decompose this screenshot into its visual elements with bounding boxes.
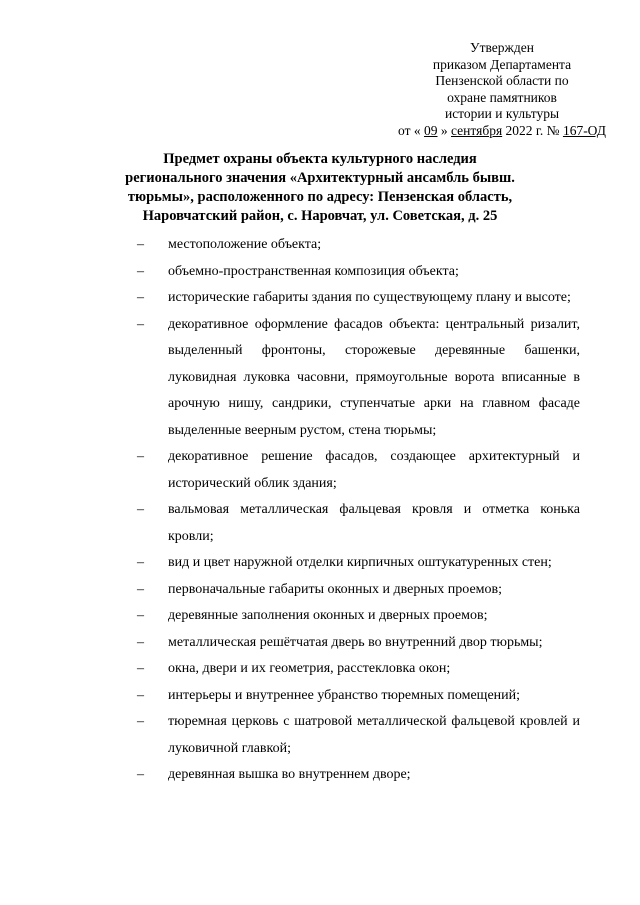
list-item (0, 630, 640, 657)
list-item (0, 232, 640, 259)
list-item (0, 656, 640, 683)
bullet-dash: – (137, 634, 144, 650)
list-item (0, 762, 640, 789)
list-item (0, 497, 640, 550)
list-item (0, 444, 640, 497)
approval-line-3: Пензенской области по (435, 73, 569, 88)
list-item-text: тюремная церковь с шатровой металлической фальцевой кровлей и луковичной главкой; (168, 714, 580, 756)
order-number: 167-ОД (562, 122, 606, 138)
title-line-1: Предмет охраны объекта культурного наследия (163, 151, 477, 167)
title-line-4: Наровчатский район, с. Наровчат, ул. Советская, д. 25 (142, 208, 498, 224)
approval-line-5: истории и культуры (444, 106, 560, 121)
list-item-text: деревянные заполнения оконных и дверных проемов; (168, 608, 488, 623)
approval-line-4: охране памятников (447, 89, 557, 105)
bullet-dash: – (137, 316, 144, 332)
list-item (0, 550, 640, 577)
date-month: сентября (451, 122, 503, 138)
title-line-3: тюрьмы», расположенного по адресу: Пензенская область, (127, 189, 513, 205)
bullet-dash: – (137, 581, 144, 597)
bullet-dash: – (137, 767, 144, 782)
list-item-text: исторические габариты здания по существующему плану и высоте; (168, 290, 571, 305)
number-prefix: № (546, 122, 560, 138)
list-item-text: деревянная вышка во внутреннем дворе; (168, 767, 411, 782)
bullet-dash: – (137, 237, 144, 252)
list-item (0, 259, 640, 286)
list-item (0, 312, 640, 445)
bullet-dash: – (137, 714, 144, 729)
date-year: 2022 г. (505, 122, 544, 138)
list-item-text: местоположение объекта; (168, 237, 322, 252)
list-item-text: вальмовая металлическая фальцевая кровля и отметка конька кровли; (168, 502, 580, 544)
list-item (0, 603, 640, 630)
list-item-text: декоративное решение фасадов, создающее архитектурный и исторический облик здания; (168, 449, 580, 491)
date-mid: » (440, 122, 448, 138)
bullet-dash: – (137, 263, 144, 279)
bullet-dash: – (137, 608, 144, 623)
list-item (0, 709, 640, 762)
list-item-text: декоративное оформление фасадов объекта: центральный ризалит, выделенный фронтоны, сторожевые деревянные башенки, луковидная луковка часовни, прямоугольные ворота вписанные в арочную нишу, сандрики, ступенчатые арки на главном фасаде выделенные веерным рустом, стена тюрьмы; (168, 316, 580, 438)
bullet-dash: – (137, 449, 144, 464)
bullet-dash: – (137, 555, 144, 570)
approval-date-line (372, 123, 632, 140)
bullet-dash: – (137, 290, 144, 305)
approval-stamp (372, 40, 632, 139)
bullet-dash: – (137, 687, 144, 703)
bullet-dash: – (137, 661, 144, 676)
approval-line-1: Утвержден (470, 40, 534, 55)
list-item-text: окна, двери и их геометрия, расстекловка окон; (168, 661, 451, 676)
list-item (0, 683, 640, 710)
list-item-text: объемно-пространственная композиция объекта; (168, 263, 459, 279)
protection-items-list (0, 232, 640, 789)
list-item (0, 285, 640, 312)
document-title (110, 150, 530, 226)
list-item-text: первоначальные габариты оконных и дверных проемов; (168, 581, 503, 597)
approval-line-2: приказом Департамента (432, 56, 572, 72)
bullet-dash: – (137, 502, 144, 517)
list-item-text: интерьеры и внутреннее убранство тюремных помещений; (168, 687, 521, 703)
list-item-text: вид и цвет наружной отделки кирпичных оштукатуренных стен; (168, 555, 552, 570)
list-item (0, 577, 640, 604)
date-day: 09 (424, 122, 438, 138)
list-item-text: металлическая решётчатая дверь во внутренний двор тюрьмы; (168, 634, 543, 650)
title-line-2: регионального значения «Архитектурный ансамбль бывш. (125, 170, 515, 186)
date-prefix: от « (398, 122, 421, 138)
